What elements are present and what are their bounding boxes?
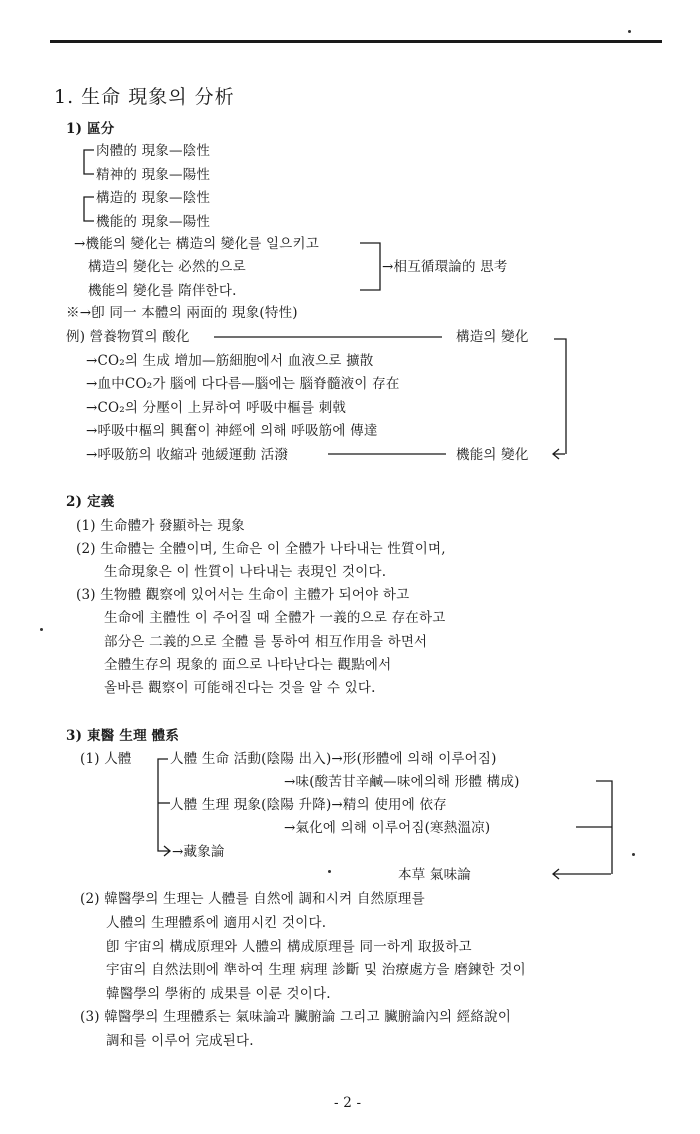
paragraph-line: 調和를 이루어 完成된다. [106,1033,254,1049]
relation-line: →機能의 變化는 構造의 變化를 일으키고 [74,236,320,252]
system-item-label: (1) 人體 [80,751,132,767]
example-step: →呼吸筋의 收縮과 弛緩運動 活潑 [86,447,289,463]
classification-item: 構造的 現象—陰性 [96,190,211,206]
classification-item: 機能的 現象—陽性 [96,214,211,230]
system-branch: 人體 生理 現象(陰陽 升降)→精의 使用에 依存 [170,797,447,813]
subsection-heading: 3) 東醫 生理 體系 [66,728,180,744]
system-right-label: 本草 氣味論 [398,867,471,883]
classification-item: 肉體的 現象—陰性 [96,143,211,159]
example-heading: 例) 營養物質의 酸化 [66,329,190,345]
paragraph-line: 卽 宇宙의 構成原理와 人體의 構成原理를 同一하게 取扱하고 [106,939,472,955]
section-title: 1. 生命 現象의 分析 [54,86,235,108]
example-step: →CO₂의 生成 增加—筋細胞에서 血液으로 擴散 [86,353,374,369]
subsection-heading: 1) 區分 [66,121,115,137]
relation-line: 構造의 變化는 必然的으로 [88,259,246,275]
example-label-function: 機能의 變化 [456,447,529,463]
subsection-heading: 2) 定義 [66,494,115,510]
system-branch: →味(酸苦甘辛鹹—味에의해 形體 構成) [284,774,520,790]
example-step: →CO₂의 分壓이 上昇하여 呼吸中樞를 刺戟 [86,400,347,416]
definition-line: (1) 生命體가 發顯하는 現象 [76,518,245,534]
relation-result: →相互循環論的 思考 [382,259,508,275]
definition-line: 올바른 觀察이 可能해진다는 것을 알 수 있다. [104,680,376,696]
paragraph-line: (3) 韓醫學의 生理體系는 氣味論과 臟腑論 그리고 臟腑論內의 經絡說이 [80,1009,512,1025]
definition-line: 全體生存의 現象的 面으로 나타난다는 觀點에서 [104,657,392,673]
paragraph-line: (2) 韓醫學의 生理는 人體를 自然에 調和시켜 自然原理를 [80,891,425,907]
definition-line: 生命現象은 이 性質이 나타내는 表現인 것이다. [104,564,387,580]
example-step: →血中CO₂가 腦에 다다름—腦에는 腦脊髓液이 存在 [86,376,400,392]
paragraph-line: 人體의 生理體系에 適用시킨 것이다. [106,915,327,931]
paragraph-line: 宇宙의 自然法則에 準하여 生理 病理 診斷 및 治療處方을 磨鍊한 것이 [106,962,526,978]
definition-line: (2) 生命體는 全體이며, 生命은 이 全體가 나타내는 性質이며, [76,541,446,557]
definition-line: 生命에 主體性 이 주어질 때 全體가 一義的으로 存在하고 [104,610,446,626]
system-branch: →氣化에 의해 이루어짐(寒熱溫凉) [284,820,491,836]
relation-line: 機能의 變化를 隋伴한다. [88,283,237,299]
classification-item: 精神的 現象—陽性 [96,167,211,183]
system-branch: 人體 生命 活動(陰陽 出入)→形(形體에 의해 이루어짐) [170,751,497,767]
note-line: ※→卽 同一 本體의 兩面的 現象(特性) [66,305,298,321]
example-label-structure: 構造의 變化 [456,329,529,345]
definition-line: (3) 生物體 觀察에 있어서는 生命이 主體가 되어야 하고 [76,587,410,603]
paragraph-line: 韓醫學의 學術的 成果를 이룬 것이다. [106,986,331,1002]
example-step: →呼吸中樞의 興奮이 神經에 의해 呼吸筋에 傳達 [86,423,378,439]
system-branch: →藏象論 [172,844,225,860]
page-number: - 2 - [334,1095,362,1111]
definition-line: 部分은 二義的으로 全體 를 통하여 相互作用을 하면서 [104,634,428,650]
